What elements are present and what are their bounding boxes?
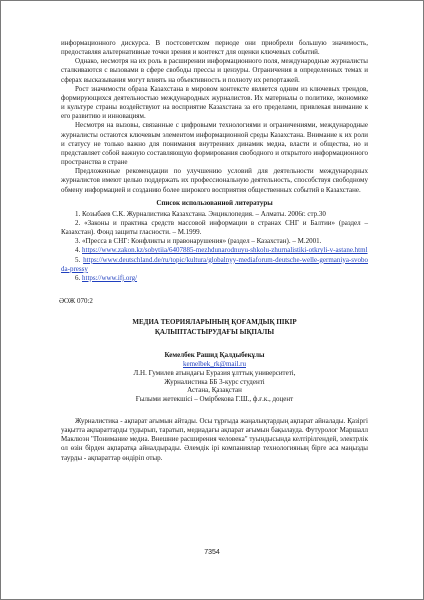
reference-link[interactable]: https://www.deutschland.de/ru/topic/kultura/globalnyy-mediaforum-deutsche-welle-germaniya-svoboda-pressy (61, 255, 368, 273)
article-title (61, 318, 368, 337)
reference-link[interactable]: https://www.zakon.kz/sobytiia/6407885-mezhdunarodnuyu-shkolu-zhurnalistiki-otkryli-v-astane.html (82, 246, 368, 255)
reference-item: 1. Козыбаев С.К. Журналистика Казахстана. Энциклопедия. – Алматы. 2006г. стр.30 (75, 209, 326, 218)
reference-link[interactable]: https://www.ifj.org/ (82, 273, 138, 282)
article-title-line: МЕДИА ТЕОРИЯЛАРЫНЫҢ ҚОҒАМДЫҚ ПІКІР (132, 318, 297, 327)
article-title-line: ҚАЛЫПТАСТЫРУДАҒЫ ЫҚПАЛЫ (154, 327, 275, 336)
author-affiliation: Л.Н. Гумилев атындағы Еуразия ұлттық университеті, (133, 368, 296, 377)
references-title: Список использованной литературы (156, 198, 273, 207)
reference-number: 5. (75, 255, 84, 264)
body-paragraph: Предложенные рекомендации по улучшению условий для деятельности международных журналистов имеют целью поддержать их профессиональную деятельность, способствуя свободному обмену информацией и созданию более широкого восприятия общественных событий в Казахстане. (61, 167, 368, 194)
reference-number: 6. (75, 273, 82, 282)
author-name: Кемелбек Рашид Қалдыбекұлы (164, 351, 265, 360)
reference-number: 4. (75, 246, 82, 255)
reference-item: 2. «Законы и практика средств массовой информации в странах СНГ и Балтии» (раздел – Казахстан). Фонд защиты гласности. – М.1999. (61, 218, 368, 237)
page-number: 7354 (204, 549, 220, 556)
page-content (61, 39, 368, 463)
author-affiliation: Журналистика ББ 3-курс студенті (164, 377, 265, 386)
udk-code: ӘОЖ 070:2 (59, 297, 93, 306)
author-email-link[interactable]: kemelbek_rk@mail.ru (182, 360, 246, 369)
body-paragraph: Несмотря на вызовы, связанные с цифровыми технологиями и ограничениями, международные журналисты остаются ключевым элементом информационной среды Казахстана. Внимание к их роли и статусу не только важно для понимания внутренних динамик медиа, власти и общества, но и представляет собой важную составляющую формирования свободного и открытого информационного пространства в стране (61, 121, 368, 167)
reference-item: 3. «Пресса в СНГ: Конфликты и правонарушения» (раздел – Казахстан). – М.2001. (75, 237, 322, 246)
reference-link-item (61, 274, 368, 283)
body-paragraph: Рост значимости образа Казахстана в мировом контексте является одним из ключевых трендов, формирующихся деятельностью международных журналистов. Их материалы о политике, экономике и культуре страны воздействуют на восприятие Казахстана за его пределами, привлекая внимание к его развитию и инновациям. (61, 84, 368, 121)
author-city: Астана, Қазақстан (187, 386, 242, 395)
author-block (61, 351, 368, 404)
reference-link-item (61, 246, 368, 255)
author-supervisor: Ғылыми жетекшісі – Омірбекова Г.Ш., ф.ғ.к., доцент (135, 395, 294, 404)
body-paragraph: информационного дискурса. В постсоветском периоде они приобрели большую значимость, предоставляя альтернативные точки зрения и контекст для оценки ключевых событий. (61, 39, 368, 57)
article-abstract: Журналистика - ақпарат ағымын айтады. Осы тұрғыда жаңалықтардың ақпарат айналады. Қазіргі уақытта ақпараттарды тудырып, таратып, медиадағы ақпарат ағымын бақылауда. Футуролог Маршалл Маклюэн "Понимание медиа. Внешние расширения человека" туындысында келтірілгендей, электрлік ол өзін бірден ақпаратқа айналдырады. Әлемдік ірі компаниялар технологияның бірге аса маңызды таурды - ақпараттар өндіріп отыр. (61, 417, 368, 462)
reference-link-item (61, 256, 368, 274)
body-paragraph: Однако, несмотря на их роль в расширении информационного поля, международные журналисты сталкиваются с вызовами в сфере свободы прессы и цензуры. Ограничения в определенных темах и сферах высказывания могут влиять на объективность и полноту их репортажей. (61, 57, 368, 84)
